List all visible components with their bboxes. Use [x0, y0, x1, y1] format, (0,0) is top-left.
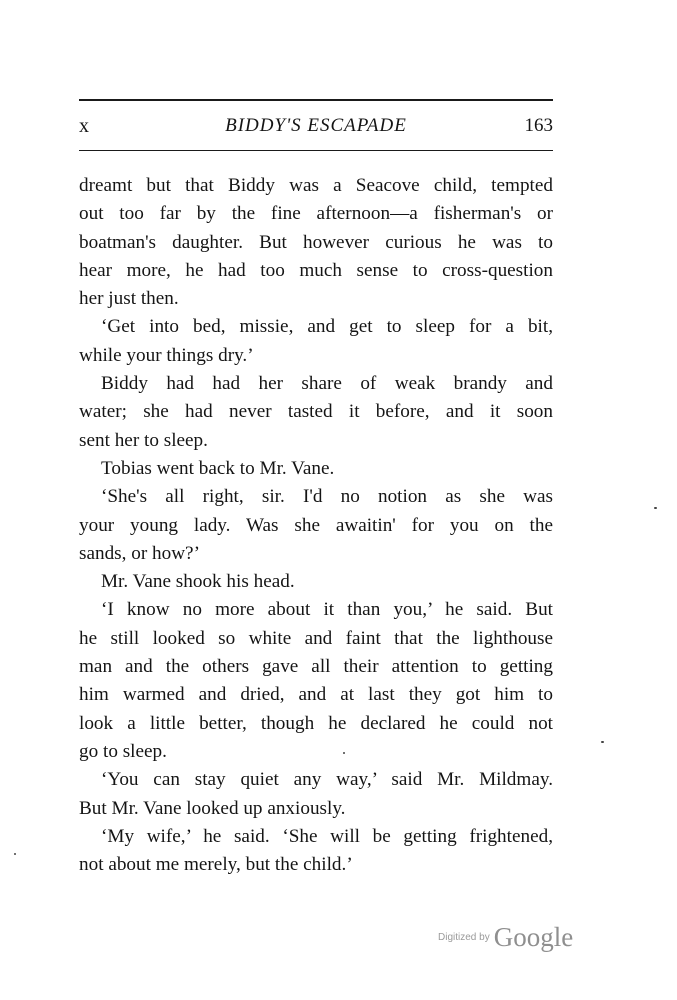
text-line: ‘She's all right, sir. I'd no notion as she was [101, 486, 553, 508]
text-line: hear more, he had too much sense to cross-question [79, 259, 553, 281]
text-line: look a little better, though he declared he could not [79, 712, 553, 734]
text-line: ‘You can stay quiet any way,’ said Mr. Mildmay. [101, 769, 553, 791]
watermark-google-logo: Google [493, 922, 574, 952]
text-line: not about me merely, but the child.’ [79, 854, 353, 876]
header-bottom-rule [79, 150, 553, 151]
text-line: Mr. Vane shook his head. [101, 571, 295, 593]
text-line: ‘Get into bed, missie, and get to sleep for a bit, [101, 316, 553, 338]
body-text [79, 172, 553, 879]
text-line: ‘I know no more about it than you,’ he said. But [101, 599, 553, 621]
digitized-watermark [438, 922, 573, 953]
text-line: man and the others gave all their attention to getting [79, 656, 553, 678]
scan-speck [14, 853, 16, 855]
text-line: sent her to sleep. [79, 429, 208, 451]
scan-speck [601, 741, 604, 743]
watermark-prefix: Digitized by [438, 932, 490, 943]
page-number: 163 [524, 115, 553, 136]
chapter-number: x [79, 115, 89, 137]
text-line: he still looked so white and faint that the lighthouse [79, 627, 553, 649]
scan-speck [343, 752, 345, 754]
text-line: Tobias went back to Mr. Vane. [101, 457, 335, 479]
text-line: him warmed and dried, and at last they got him to [79, 684, 553, 706]
header-top-rule [79, 99, 553, 101]
text-line: her just then. [79, 288, 179, 310]
text-line: your young lady. Was she awaitin' for you on the [79, 514, 553, 536]
text-line: out too far by the fine afternoon—a fisherman's or [79, 203, 553, 225]
text-line: boatman's daughter. But however curious he was to [79, 231, 553, 253]
text-line: while your things dry.’ [79, 344, 254, 366]
text-line: dreamt but that Biddy was a Seacove child, tempted [79, 175, 553, 196]
text-line: ‘My wife,’ he said. ‘She will be getting frightened, [101, 825, 553, 847]
text-line: sands, or how?’ [79, 542, 200, 564]
text-line: go to sleep. [79, 740, 167, 762]
text-line: Biddy had had her share of weak brandy and [101, 373, 553, 395]
text-line: water; she had never tasted it before, and it soon [79, 401, 553, 423]
running-title: BIDDY'S ESCAPADE [225, 115, 407, 136]
running-header [79, 111, 553, 141]
text-line: But Mr. Vane looked up anxiously. [79, 797, 346, 819]
scan-speck [654, 507, 657, 509]
